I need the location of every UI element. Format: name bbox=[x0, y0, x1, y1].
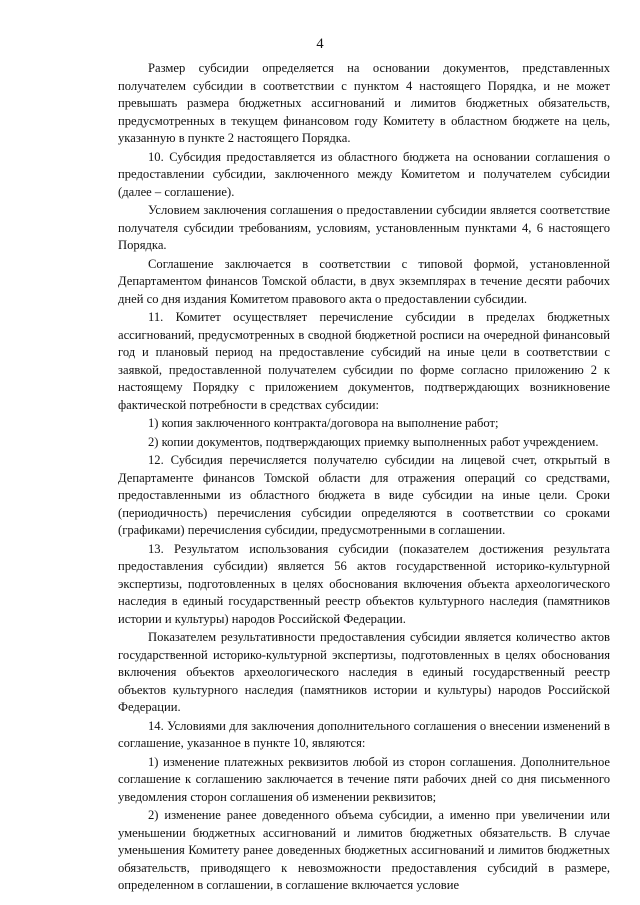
paragraph-performance-indicator: Показателем результативности предоставления субсидии является количество актов государственной историко-культурной экспертизы, подготовленных в целях обоснования включения объектов археологического наследия в единый государственный реестр объектов культурного наследия (памятников истории и культуры) народов Российской Федерации. bbox=[118, 630, 610, 714]
paragraph-subsidy-amount: Размер субсидии определяется на основании документов, представленных получателем субсидии в соответствии с пунктом 4 настоящего Порядка, и не может превышать размера бюджетных ассигнований и лимитов бюджетных обязательств, предусмотренных в текущем финансовом году Комитету в областном бюджете на цель, указанную в пункте 2 настоящего Порядка. bbox=[118, 61, 610, 145]
paragraph-item-10: 10. Субсидия предоставляется из областного бюджета на основании соглашения о предоставлении субсидии, заключенного между Комитетом и получателем субсидии (далее – соглашение). bbox=[118, 149, 610, 199]
page-number: 4 bbox=[316, 36, 324, 52]
list-item-subsidy-volume: 2) изменение ранее доведенного объема субсидии, а именно при увеличении или уменьшении бюджетных ассигнований и лимитов бюджетных обязательств. В случае уменьшения Комитету ранее доведенных бюджетных ассигнований и лимитов бюджетных обязательств, приводящего к невозможности предоставления субсидий в размере, определенном в соглашении, в соглашение включается условие bbox=[118, 808, 610, 892]
document-body bbox=[118, 60, 610, 896]
paragraph-item-12: 12. Субсидия перечисляется получателю субсидии на лицевой счет, открытый в Департаменте финансов Томской области для отражения операций со средствами, предоставленными из областного бюджета в виде субсидии на иные цели. Сроки (периодичность) перечисления субсидии определяются в соответствии со сроками (графиками) перечисления субсидии, предусмотренными в соглашении. bbox=[118, 453, 610, 537]
paragraph-item-14: 14. Условиями для заключения дополнительного соглашения о внесении изменений в соглашение, указанное в пункте 10, являются: bbox=[118, 718, 610, 750]
list-item-contract-copy: 1) копия заключенного контракта/договора на выполнение работ; bbox=[148, 416, 499, 430]
paragraph-agreement-condition: Условием заключения соглашения о предоставлении субсидии является соответствие получателя субсидии требованиям, условиям, установленным пунктами 4, 6 настоящего Порядка. bbox=[118, 203, 610, 252]
paragraph-agreement-form: Соглашение заключается в соответствии с типовой формой, установленной Департаментом финансов Томской области, в двух экземплярах в течение десяти рабочих дней со дня издания Комитетом правового акта о предоставлении субсидии. bbox=[118, 256, 610, 306]
list-item-payment-details: 1) изменение платежных реквизитов любой из сторон соглашения. Дополнительное соглашение к соглашению заключается в течение пяти рабочих дней со дня письменного уведомления сторон соглашения об изменении реквизитов; bbox=[118, 754, 610, 804]
paragraph-item-13: 13. Результатом использования субсидии (показателем достижения результата предоставления субсидии) является 56 актов государственной историко-культурной экспертизы, подготовленных в целях обоснования включения объекта археологического наследия в единый государственный реестр объектов культурного наследия (памятников истории и культуры) народов Российской Федерации. bbox=[118, 541, 610, 626]
list-item-acceptance-docs: 2) копии документов, подтверждающих приемку выполненных работ учреждением. bbox=[148, 434, 599, 449]
paragraph-item-11: 11. Комитет осуществляет перечисление субсидии в пределах бюджетных ассигнований, предусмотренных в сводной бюджетной росписи на очередной финансовый год и плановый период на предоставление субсидий на иные цели в соответствии с заявкой, предоставленной получателем субсидии по форме согласно приложению 2 к настоящему Порядку с приложением документов, подтверждающих возникновение фактической потребности в средствах субсидии: bbox=[118, 310, 610, 412]
